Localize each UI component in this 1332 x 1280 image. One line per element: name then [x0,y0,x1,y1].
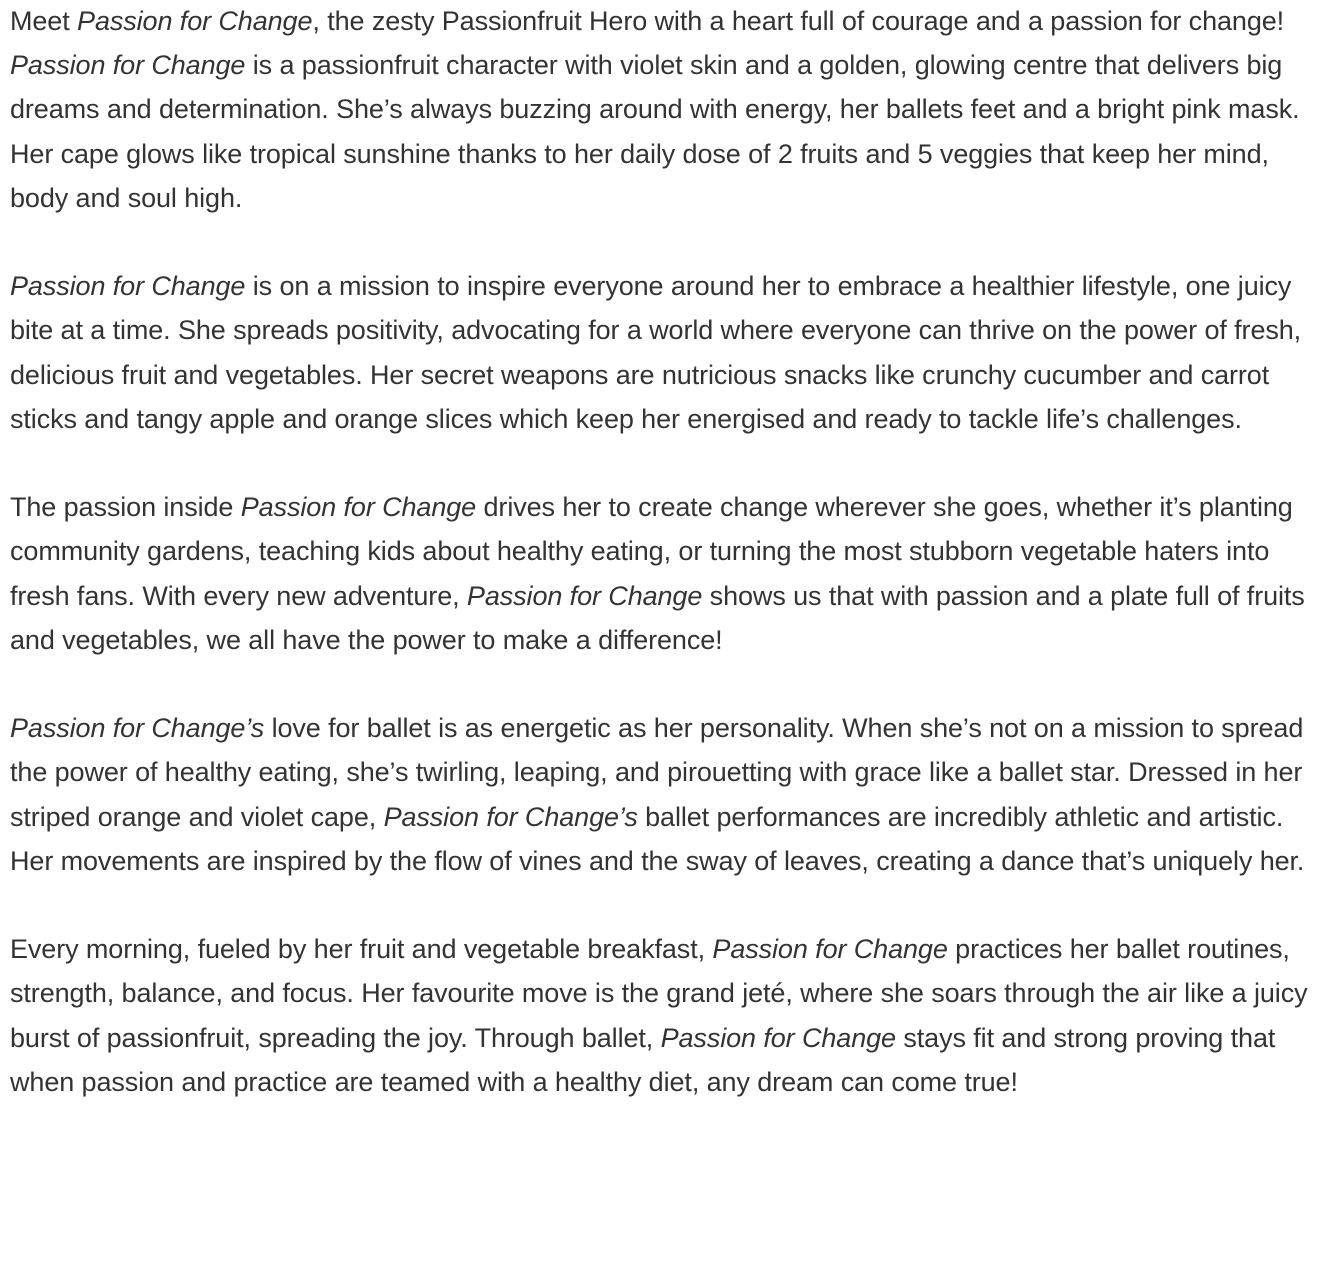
text-run: ballet performances are incredibly athletic and artistic. Her movements are inspired by the flow of vines and the sway of leaves, creating a dance that’s uniquely her. [10,801,1305,876]
paragraph-morning [10,927,1328,1104]
paragraph-ballet [10,706,1328,883]
hero-name: Passion for Change [77,6,313,36]
text-run: is a passionfruit character with violet skin and a golden, glowing centre that delivers big dreams and determination. She’s always buzzing around with energy, her ballets feet and a bright pink mask. Her cape glows like tropical sunshine thanks to her daily dose of 2 fruits and 5 veggies that keep her mind, body and soul high. [10,50,1300,213]
text-run: The passion inside [10,492,241,523]
text-run: Every morning, fueled by her fruit and vegetable breakfast, [10,934,713,965]
hero-name: Passion for Change [10,50,246,81]
hero-name: Passion for Change’s [10,713,265,744]
text-run: Meet [10,6,78,36]
text-run: , the zesty Passionfruit Hero with a heart full of courage and a passion for change! [312,6,1285,36]
hero-name: Passion for Change [712,934,948,965]
paragraph-mission [10,264,1328,441]
hero-name: Passion for Change’s [383,801,638,832]
text-run: love for ballet is as energetic as her personality. When she’s not on a mission to spread the power of healthy eating, she’s twirling, leaping, and pirouetting with grace like a ballet star. Dressed in her striped orange and violet cape, [10,713,1304,832]
text-run: stays fit and strong proving that when passion and practice are teamed with a healthy diet, any dream can come true! [10,1022,1276,1097]
text-run: drives her to create change wherever she goes, whether it’s planting community gardens, teaching kids about healthy eating, or turning the most stubborn vegetable haters into fresh fans. With every new adventure, [10,492,1293,611]
paragraph-change [10,485,1328,662]
hero-name: Passion for Change [240,492,477,523]
text-run: shows us that with passion and a plate full of fruits and vegetables, we all have the power to make a difference! [10,580,1305,655]
hero-name: Passion for Change [10,271,246,302]
text-run: practices her ballet routines, strength, balance, and focus. Her favourite move is the grand jeté, where she soars through the air like a juicy burst of passionfruit, spreading the joy. Through ballet, [10,934,1308,1053]
hero-name: Passion for Change [466,580,703,611]
hero-name: Passion for Change [660,1022,896,1053]
text-run: is on a mission to inspire everyone around her to embrace a healthier lifestyle, one juicy bite at a time. She spreads positivity, advocating for a world where everyone can thrive on the power of fresh, delicious fruit and vegetables. Her secret weapons are nutricious snacks like crunchy cucumber and carrot sticks and tangy apple and orange slices which keep her energised and ready to tackle life’s challenges. [10,271,1302,434]
paragraph-intro [10,0,1328,220]
